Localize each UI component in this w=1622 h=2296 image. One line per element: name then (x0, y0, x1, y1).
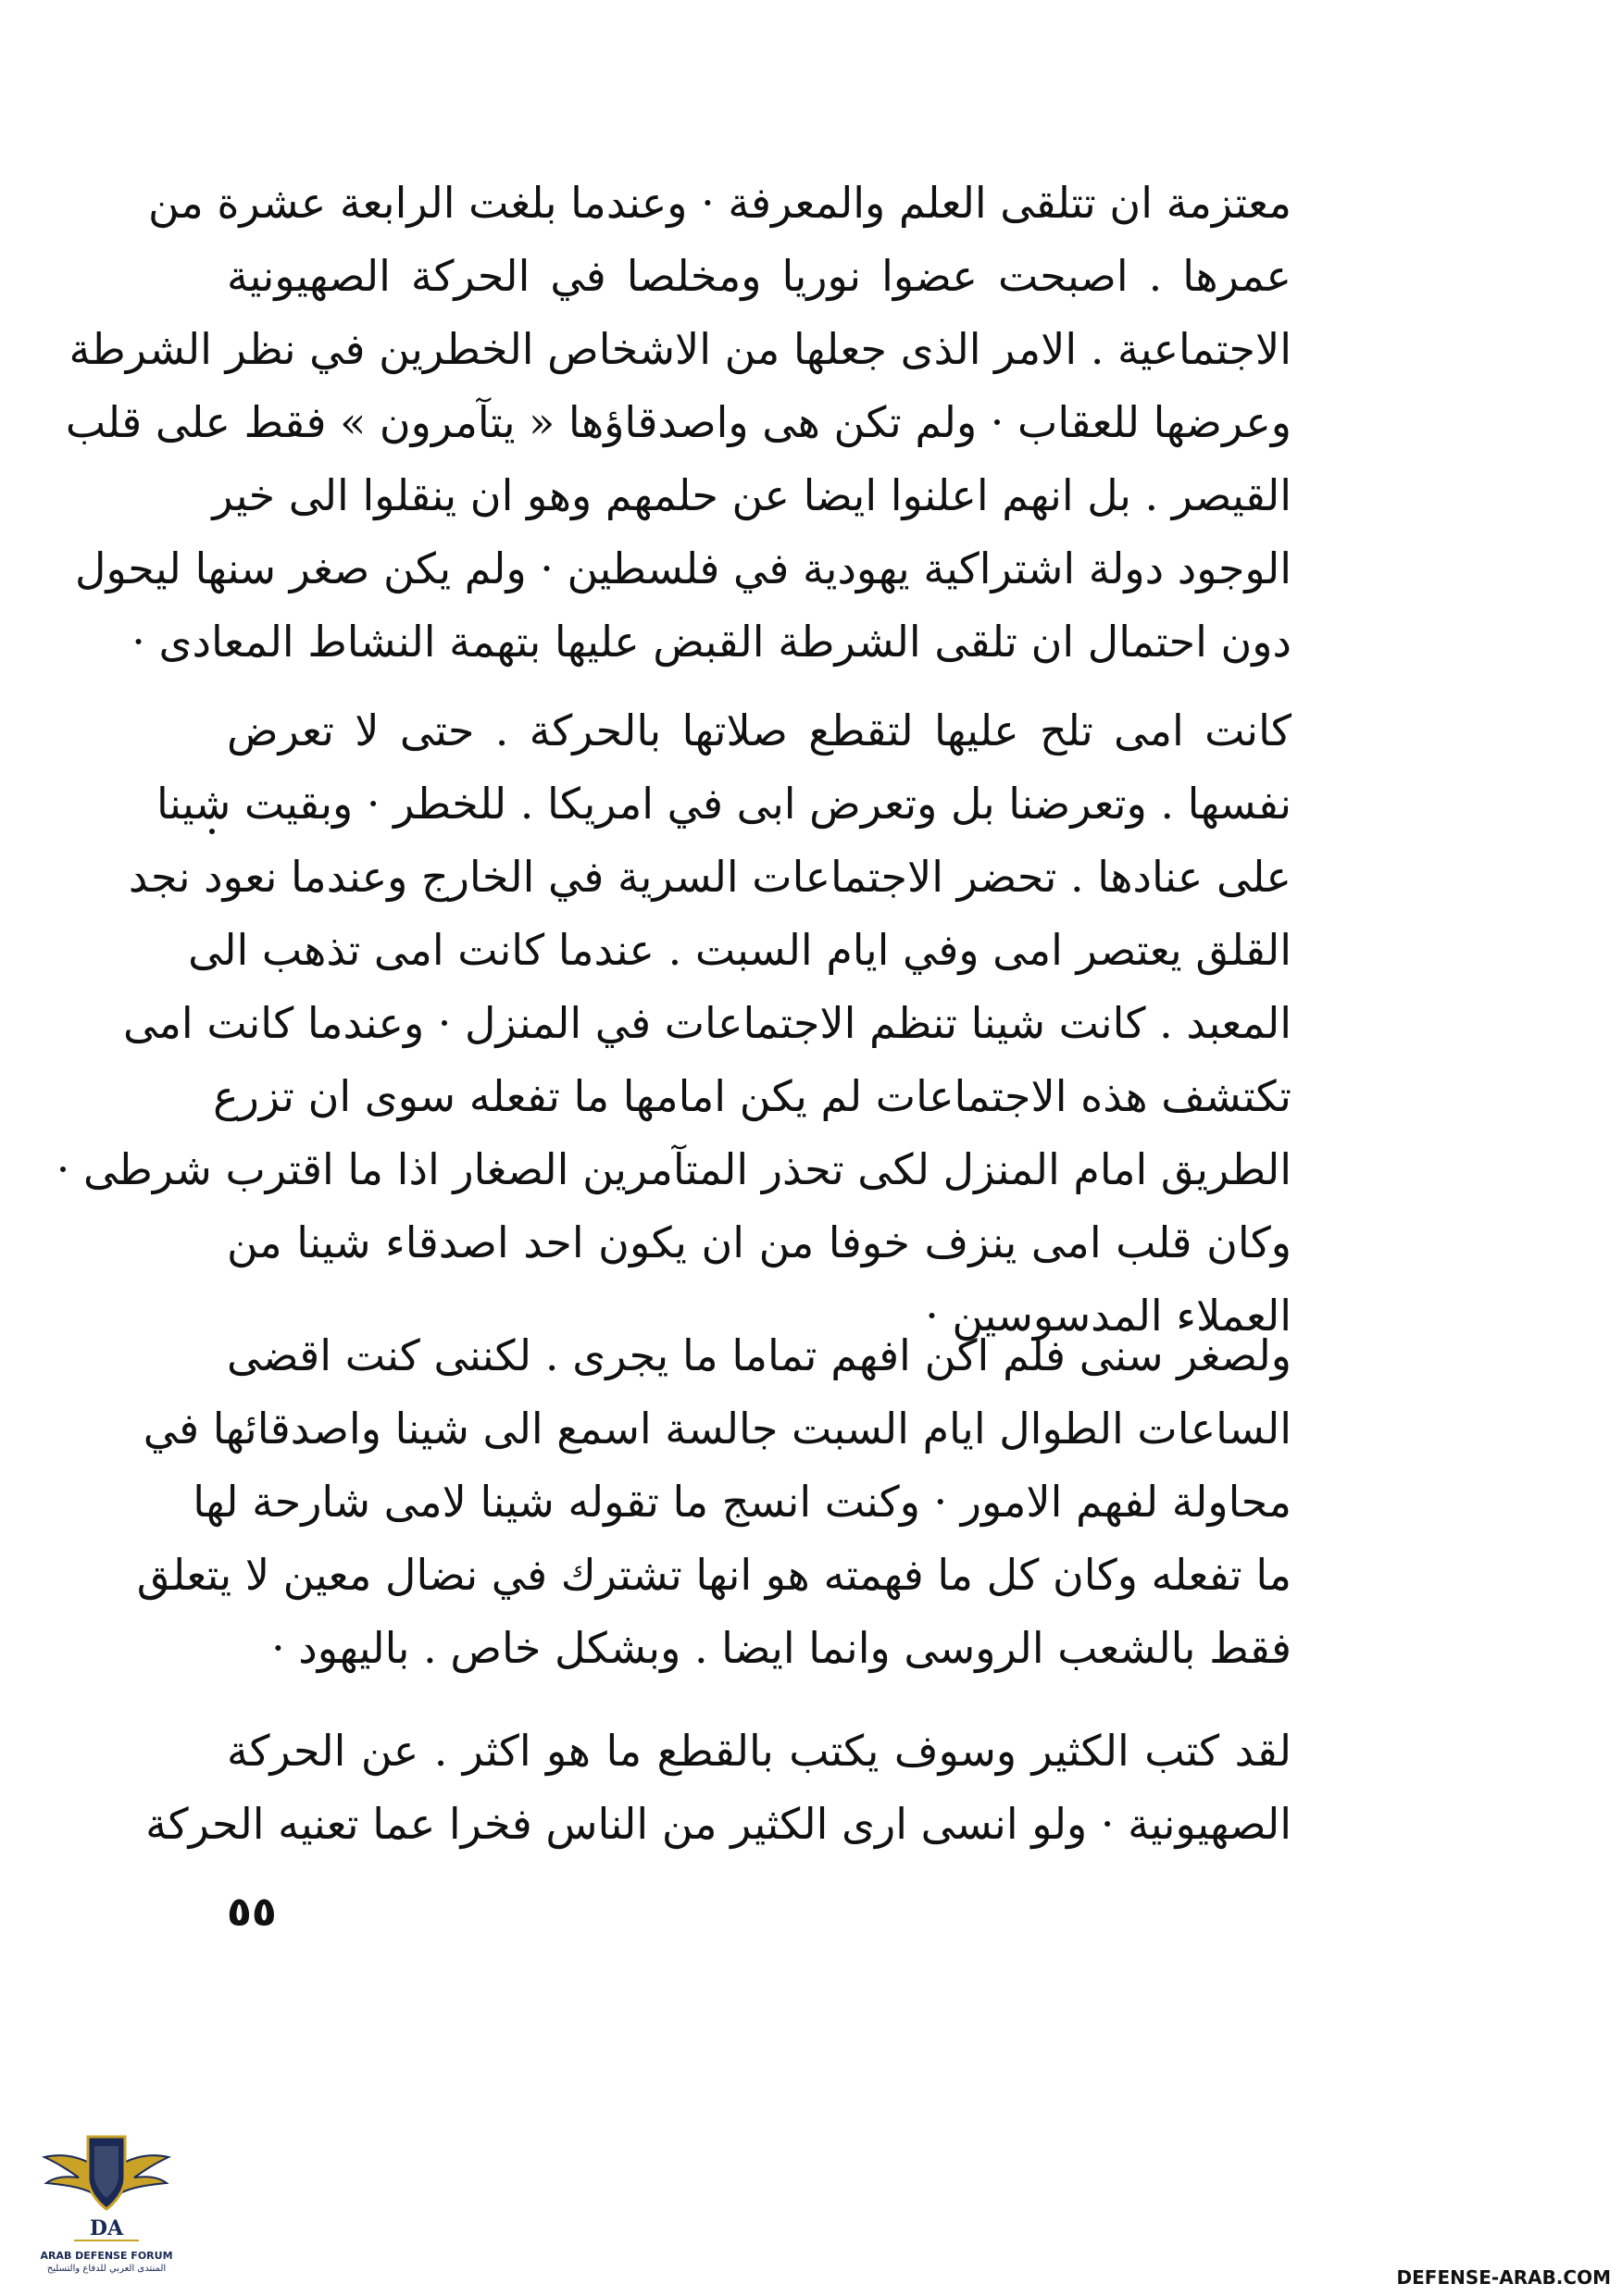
text-line: الاجتماعية . الامر الذى جعلها من الاشخاص الخطرين في نظر الشرطة (69, 324, 1291, 374)
text-line: فقط بالشعب الروسى وانما ايضا . وبشكل خاص . باليهود · (271, 1623, 1291, 1673)
text-line: على عنادها . تحضر الاجتماعات السرية في الخارج وعندما نعود نجد (128, 852, 1291, 902)
text-line: ما تفعله وكان كل ما فهمته هو انها تشترك في نضال معين لا يتعلق (136, 1550, 1291, 1600)
text-line: العملاء المدسوسين · (925, 1291, 1291, 1341)
text-line: القلق يعتصر امى وفي ايام السبت . عندما كانت امى تذهب الى (188, 925, 1291, 975)
site-watermark: DEFENSE-ARAB.COM (1396, 2266, 1611, 2289)
text-line: الطريق امام المنزل لكى تحذر المتآمرين الصغار اذا ما اقترب شرطى · (56, 1144, 1291, 1194)
text-line: معتزمة ان تتلقى العلم والمعرفة · وعندما بلغت الرابعة عشرة من (148, 178, 1291, 228)
text-line: القيصر . بل انهم اعلنوا ايضا عن حلمهم وهو ان ينقلوا الى خير (212, 470, 1291, 520)
text-line: وعرضها للعقاب · ولم تكن هى واصدقاؤها « يتآمرون » فقط على قلب (65, 397, 1291, 447)
text-line: ولصغر سنى فلم اكن افهم تماما ما يجرى . لكننى كنت اقضى (227, 1330, 1291, 1380)
eagle-shield-icon (37, 2120, 176, 2250)
paragraph-1 (65, 167, 1291, 679)
text-line: الوجود دولة اشتراكية يهودية في فلسطين · ولم يكن صغر سنها ليحول (75, 543, 1291, 593)
paragraph-4 (145, 1715, 1291, 1861)
logo-subtitle: المنتدى العربي للدفاع والتسليح (46, 2264, 167, 2274)
paragraph-2 (56, 694, 1291, 1353)
text-line: دون احتمال ان تلقى الشرطة القبض عليها بتهمة النشاط المعادى · (131, 617, 1291, 667)
text-line: تكتشف هذه الاجتماعات لم يكن امامها ما تفعله سوى ان تزرع (213, 1071, 1291, 1121)
text-line: وكان قلب امى ينزف خوفا من ان يكون احد اصدقاء شينا من (227, 1217, 1291, 1267)
text-line: المعبد . كانت شينا تنظم الاجتماعات في المنزل · وعندما كانت امى (122, 998, 1291, 1048)
text-line: نفسها . وتعرضنا بل وتعرض ابى في امريكا . للخطر · وبقيت شينا (156, 779, 1291, 829)
text-line: عمرها . اصبحت عضوا نوريا ومخلصا في الحركة الصهيونية (227, 251, 1291, 301)
text-line: محاولة لفهم الامور · وكنت انسج ما تقوله شينا لامى شارحة لها (193, 1477, 1291, 1527)
svg-text:DA: DA (89, 2216, 124, 2240)
text-line: كانت امى تلح عليها لتقطع صلاتها بالحركة . حتى لا تعرض (227, 705, 1291, 755)
paragraph-3 (136, 1319, 1291, 1685)
text-line: لقد كتب الكثير وسوف يكتب بالقطع ما هو اكثر . عن الحركة (227, 1726, 1291, 1776)
scan-speck (209, 829, 215, 834)
forum-logo (37, 2120, 176, 2277)
text-line: الصهيونية · ولو انسى ارى الكثير من الناس فخرا عما تعنيه الحركة (145, 1799, 1291, 1849)
text-line: الساعات الطوال ايام السبت جالسة اسمع الى شينا واصدقائها في (143, 1404, 1291, 1454)
logo-name: ARAB DEFENSE FORUM (40, 2250, 173, 2262)
page-number: ٥٥ (227, 1889, 277, 1936)
